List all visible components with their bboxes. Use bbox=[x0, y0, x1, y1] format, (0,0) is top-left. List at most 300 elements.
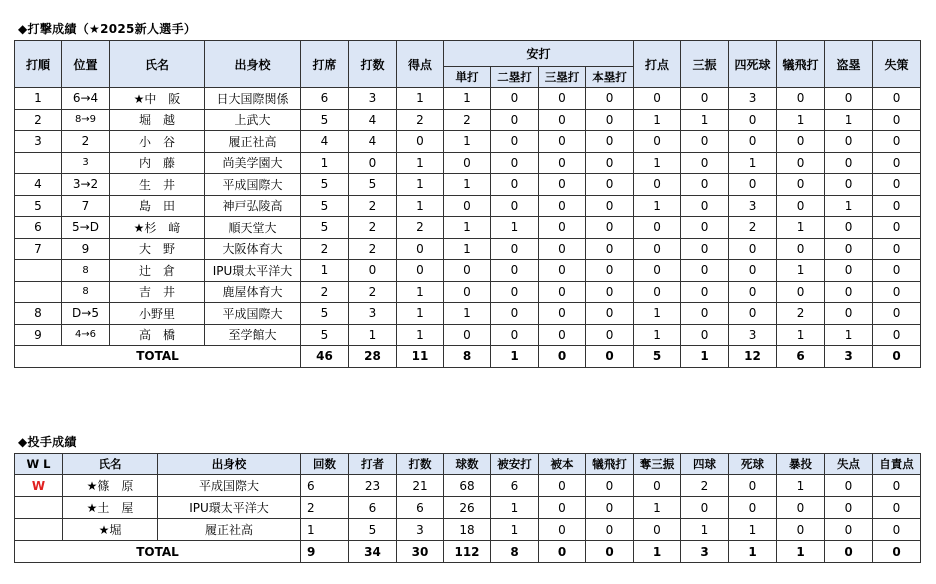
batting-cell-double: 0 bbox=[491, 109, 539, 131]
batting-total-row bbox=[15, 346, 921, 368]
batting-cell-name: 生 井 bbox=[110, 174, 205, 196]
batting-cell-single: 1 bbox=[444, 131, 491, 153]
batting-cell-school: 順天堂大 bbox=[205, 217, 301, 239]
batting-cell-bb: 3 bbox=[729, 88, 777, 110]
batting-cell-school: 大阪体育大 bbox=[205, 238, 301, 260]
batting-cell-pos: 2 bbox=[62, 131, 110, 153]
header-hr-allowed: 被本 bbox=[539, 454, 586, 475]
batting-cell-single: 0 bbox=[444, 260, 491, 282]
batting-cell-hr: 0 bbox=[586, 324, 634, 346]
batting-cell-pos: 4→6 bbox=[62, 324, 110, 346]
batting-cell-pa: 2 bbox=[301, 281, 349, 303]
pitching-cell-wl: W bbox=[15, 475, 63, 497]
batting-cell-hr: 0 bbox=[586, 217, 634, 239]
batting-cell-order: 7 bbox=[15, 238, 62, 260]
batting-cell-sb: 0 bbox=[825, 174, 873, 196]
batting-cell-rbi: 0 bbox=[634, 217, 681, 239]
batting-cell-triple: 0 bbox=[539, 109, 586, 131]
total-rbi: 5 bbox=[634, 346, 681, 368]
pitching-cell-er: 0 bbox=[873, 497, 921, 519]
pitching-cell-wp: 1 bbox=[777, 475, 825, 497]
header-strikeouts: 三振 bbox=[681, 41, 729, 88]
pitching-total-hits: 8 bbox=[491, 541, 539, 563]
batting-cell-runs: 0 bbox=[397, 238, 444, 260]
batting-cell-order: 4 bbox=[15, 174, 62, 196]
batting-cell-triple: 0 bbox=[539, 195, 586, 217]
batting-cell-bb: 3 bbox=[729, 324, 777, 346]
header-single: 単打 bbox=[444, 67, 491, 88]
batting-cell-so: 0 bbox=[681, 217, 729, 239]
batting-row bbox=[15, 281, 921, 303]
batting-cell-ab: 2 bbox=[349, 238, 397, 260]
pitching-total-bf: 34 bbox=[349, 541, 397, 563]
batting-cell-so: 0 bbox=[681, 324, 729, 346]
pitching-cell-bb: 2 bbox=[681, 475, 729, 497]
batting-cell-so: 0 bbox=[681, 88, 729, 110]
batting-row bbox=[15, 303, 921, 325]
batting-cell-runs: 1 bbox=[397, 195, 444, 217]
batting-cell-single: 2 bbox=[444, 109, 491, 131]
batting-cell-runs: 0 bbox=[397, 131, 444, 153]
batting-cell-pos: 3 bbox=[62, 152, 110, 174]
pitching-cell-hbp: 0 bbox=[729, 475, 777, 497]
pitching-cell-runs: 0 bbox=[825, 475, 873, 497]
batting-cell-sac: 2 bbox=[777, 303, 825, 325]
batting-row bbox=[15, 260, 921, 282]
pitching-section-title: ◆投手成績 bbox=[18, 435, 77, 449]
batting-cell-hr: 0 bbox=[586, 281, 634, 303]
batting-cell-err: 0 bbox=[873, 303, 921, 325]
pitching-total-bb: 3 bbox=[681, 541, 729, 563]
batting-cell-err: 0 bbox=[873, 260, 921, 282]
batting-cell-hr: 0 bbox=[586, 238, 634, 260]
batting-cell-name: 堀 越 bbox=[110, 109, 205, 131]
total-triple: 0 bbox=[539, 346, 586, 368]
batting-cell-hr: 0 bbox=[586, 303, 634, 325]
batting-cell-so: 1 bbox=[681, 109, 729, 131]
pitching-cell-name: ★堀 bbox=[63, 519, 158, 541]
header-walks: 四死球 bbox=[729, 41, 777, 88]
batting-cell-ab: 3 bbox=[349, 303, 397, 325]
total-sac: 6 bbox=[777, 346, 825, 368]
batting-cell-pa: 5 bbox=[301, 174, 349, 196]
pitching-total-ip: 9 bbox=[301, 541, 349, 563]
batting-cell-sb: 0 bbox=[825, 217, 873, 239]
pitching-cell-school: 履正社高 bbox=[158, 519, 301, 541]
batting-stats-table bbox=[14, 40, 921, 368]
header-pitcher-name: 氏名 bbox=[63, 454, 158, 475]
total-label: TOTAL bbox=[15, 346, 301, 368]
batting-cell-so: 0 bbox=[681, 152, 729, 174]
batting-cell-rbi: 1 bbox=[634, 303, 681, 325]
header-position: 位置 bbox=[62, 41, 110, 88]
batting-cell-ab: 3 bbox=[349, 88, 397, 110]
batting-cell-school: IPU環太平洋大 bbox=[205, 260, 301, 282]
batting-cell-err: 0 bbox=[873, 152, 921, 174]
batting-cell-school: 平成国際大 bbox=[205, 174, 301, 196]
pitching-cell-wp: 0 bbox=[777, 497, 825, 519]
batting-row bbox=[15, 131, 921, 153]
pitching-cell-hbp: 1 bbox=[729, 519, 777, 541]
header-name: 氏名 bbox=[110, 41, 205, 88]
batting-cell-pos: 8→9 bbox=[62, 109, 110, 131]
batting-cell-runs: 2 bbox=[397, 109, 444, 131]
batting-row bbox=[15, 324, 921, 346]
batting-cell-sac: 1 bbox=[777, 217, 825, 239]
batting-cell-bb: 0 bbox=[729, 303, 777, 325]
pitching-cell-hr: 0 bbox=[539, 519, 586, 541]
batting-cell-pos: 5→D bbox=[62, 217, 110, 239]
batting-cell-triple: 0 bbox=[539, 238, 586, 260]
pitching-row bbox=[15, 497, 921, 519]
batting-cell-school: 鹿屋体育大 bbox=[205, 281, 301, 303]
batting-cell-triple: 0 bbox=[539, 217, 586, 239]
batting-cell-single: 1 bbox=[444, 303, 491, 325]
batting-cell-double: 0 bbox=[491, 260, 539, 282]
batting-cell-runs: 1 bbox=[397, 281, 444, 303]
batting-cell-err: 0 bbox=[873, 109, 921, 131]
total-single: 8 bbox=[444, 346, 491, 368]
batting-cell-pa: 5 bbox=[301, 324, 349, 346]
header-stolen-bases: 盗塁 bbox=[825, 41, 873, 88]
total-double: 1 bbox=[491, 346, 539, 368]
total-err: 0 bbox=[873, 346, 921, 368]
batting-cell-sac: 0 bbox=[777, 152, 825, 174]
batting-row bbox=[15, 152, 921, 174]
batting-cell-bb: 0 bbox=[729, 109, 777, 131]
pitching-total-row bbox=[15, 541, 921, 563]
batting-cell-ab: 5 bbox=[349, 174, 397, 196]
total-pa: 46 bbox=[301, 346, 349, 368]
pitching-cell-ip: 2 bbox=[301, 497, 349, 519]
batting-cell-err: 0 bbox=[873, 238, 921, 260]
pitching-cell-sac: 0 bbox=[586, 497, 634, 519]
pitching-cell-so: 0 bbox=[634, 519, 681, 541]
batting-cell-ab: 0 bbox=[349, 260, 397, 282]
pitching-cell-wp: 0 bbox=[777, 519, 825, 541]
batting-cell-bb: 0 bbox=[729, 238, 777, 260]
batting-cell-err: 0 bbox=[873, 131, 921, 153]
header-hit-by-pitch: 死球 bbox=[729, 454, 777, 475]
batting-cell-pos: 3→2 bbox=[62, 174, 110, 196]
pitching-cell-hbp: 0 bbox=[729, 497, 777, 519]
pitching-cell-ip: 1 bbox=[301, 519, 349, 541]
batting-cell-single: 0 bbox=[444, 281, 491, 303]
batting-cell-triple: 0 bbox=[539, 324, 586, 346]
batting-row bbox=[15, 109, 921, 131]
batting-cell-order: 2 bbox=[15, 109, 62, 131]
batting-cell-ab: 1 bbox=[349, 324, 397, 346]
batting-cell-double: 0 bbox=[491, 238, 539, 260]
header-wild-pitches: 暴投 bbox=[777, 454, 825, 475]
batting-cell-sb: 0 bbox=[825, 238, 873, 260]
pitching-cell-er: 0 bbox=[873, 519, 921, 541]
pitching-cell-sac: 0 bbox=[586, 519, 634, 541]
batting-cell-order bbox=[15, 260, 62, 282]
batting-cell-hr: 0 bbox=[586, 260, 634, 282]
header-school: 出身校 bbox=[205, 41, 301, 88]
pitching-cell-bf: 5 bbox=[349, 519, 397, 541]
batting-cell-so: 0 bbox=[681, 303, 729, 325]
batting-cell-single: 1 bbox=[444, 238, 491, 260]
batting-cell-err: 0 bbox=[873, 195, 921, 217]
batting-cell-runs: 2 bbox=[397, 217, 444, 239]
batting-cell-order: 9 bbox=[15, 324, 62, 346]
batting-cell-triple: 0 bbox=[539, 152, 586, 174]
pitching-cell-er: 0 bbox=[873, 475, 921, 497]
batting-row bbox=[15, 238, 921, 260]
header-pitching-at-bats: 打数 bbox=[397, 454, 444, 475]
header-home-run: 本塁打 bbox=[586, 67, 634, 88]
batting-cell-name: 島 田 bbox=[110, 195, 205, 217]
batting-cell-order: 3 bbox=[15, 131, 62, 153]
pitching-cell-bf: 6 bbox=[349, 497, 397, 519]
batting-cell-triple: 0 bbox=[539, 281, 586, 303]
batting-cell-so: 0 bbox=[681, 238, 729, 260]
batting-cell-order: 5 bbox=[15, 195, 62, 217]
batting-cell-school: 尚美学園大 bbox=[205, 152, 301, 174]
batting-cell-so: 0 bbox=[681, 174, 729, 196]
batting-cell-rbi: 1 bbox=[634, 324, 681, 346]
batting-cell-order: 1 bbox=[15, 88, 62, 110]
batting-cell-school: 神戸弘陵高 bbox=[205, 195, 301, 217]
batting-cell-pos: 9 bbox=[62, 238, 110, 260]
batting-cell-triple: 0 bbox=[539, 88, 586, 110]
batting-cell-pa: 1 bbox=[301, 152, 349, 174]
batting-row bbox=[15, 217, 921, 239]
batting-cell-pos: 7 bbox=[62, 195, 110, 217]
pitching-total-wp: 1 bbox=[777, 541, 825, 563]
pitching-cell-school: 平成国際大 bbox=[158, 475, 301, 497]
batting-cell-single: 1 bbox=[444, 217, 491, 239]
batting-cell-pos: 8 bbox=[62, 281, 110, 303]
batting-cell-sac: 0 bbox=[777, 88, 825, 110]
pitching-cell-wl bbox=[15, 497, 63, 519]
batting-cell-name: 内 藤 bbox=[110, 152, 205, 174]
batting-cell-rbi: 0 bbox=[634, 131, 681, 153]
batting-cell-runs: 1 bbox=[397, 324, 444, 346]
header-earned-runs: 自責点 bbox=[873, 454, 921, 475]
total-ab: 28 bbox=[349, 346, 397, 368]
batting-cell-order bbox=[15, 152, 62, 174]
batting-cell-name: ★中 阪 bbox=[110, 88, 205, 110]
batting-cell-runs: 1 bbox=[397, 88, 444, 110]
total-sb: 3 bbox=[825, 346, 873, 368]
header-pitches: 球数 bbox=[444, 454, 491, 475]
header-win-loss: W L bbox=[15, 454, 63, 475]
batting-cell-bb: 0 bbox=[729, 260, 777, 282]
batting-cell-so: 0 bbox=[681, 131, 729, 153]
batting-row bbox=[15, 174, 921, 196]
batting-cell-order bbox=[15, 281, 62, 303]
batting-cell-sb: 0 bbox=[825, 260, 873, 282]
batting-cell-pa: 5 bbox=[301, 195, 349, 217]
batting-cell-hr: 0 bbox=[586, 88, 634, 110]
pitching-cell-so: 1 bbox=[634, 497, 681, 519]
batting-cell-hr: 0 bbox=[586, 152, 634, 174]
batting-cell-so: 0 bbox=[681, 260, 729, 282]
pitching-total-pitches: 112 bbox=[444, 541, 491, 563]
batting-cell-single: 1 bbox=[444, 174, 491, 196]
batting-cell-single: 0 bbox=[444, 324, 491, 346]
header-at-bats: 打数 bbox=[349, 41, 397, 88]
total-runs: 11 bbox=[397, 346, 444, 368]
batting-cell-sac: 0 bbox=[777, 131, 825, 153]
batting-cell-double: 0 bbox=[491, 303, 539, 325]
batting-cell-sac: 0 bbox=[777, 238, 825, 260]
pitching-cell-ab: 21 bbox=[397, 475, 444, 497]
header-triple: 三塁打 bbox=[539, 67, 586, 88]
batting-cell-double: 0 bbox=[491, 195, 539, 217]
header-rbi: 打点 bbox=[634, 41, 681, 88]
batting-cell-pa: 5 bbox=[301, 217, 349, 239]
batting-cell-sac: 0 bbox=[777, 281, 825, 303]
batting-cell-err: 0 bbox=[873, 174, 921, 196]
batting-cell-pa: 1 bbox=[301, 260, 349, 282]
batting-cell-so: 0 bbox=[681, 281, 729, 303]
header-errors: 失策 bbox=[873, 41, 921, 88]
batting-cell-err: 0 bbox=[873, 88, 921, 110]
total-so: 1 bbox=[681, 346, 729, 368]
batting-cell-single: 0 bbox=[444, 152, 491, 174]
batting-cell-err: 0 bbox=[873, 281, 921, 303]
batting-cell-runs: 1 bbox=[397, 152, 444, 174]
batting-cell-ab: 0 bbox=[349, 152, 397, 174]
batting-cell-sb: 0 bbox=[825, 281, 873, 303]
batting-cell-runs: 0 bbox=[397, 260, 444, 282]
batting-cell-name: 小 谷 bbox=[110, 131, 205, 153]
pitching-cell-runs: 0 bbox=[825, 497, 873, 519]
pitching-total-hbp: 1 bbox=[729, 541, 777, 563]
batting-cell-triple: 0 bbox=[539, 303, 586, 325]
batting-cell-sb: 0 bbox=[825, 131, 873, 153]
batting-cell-school: 至学館大 bbox=[205, 324, 301, 346]
batting-cell-pa: 5 bbox=[301, 109, 349, 131]
batting-cell-triple: 0 bbox=[539, 131, 586, 153]
header-batters-faced: 打者 bbox=[349, 454, 397, 475]
pitching-cell-pitches: 18 bbox=[444, 519, 491, 541]
batting-cell-ab: 4 bbox=[349, 131, 397, 153]
pitching-cell-runs: 0 bbox=[825, 519, 873, 541]
batting-cell-triple: 0 bbox=[539, 260, 586, 282]
batting-cell-runs: 1 bbox=[397, 303, 444, 325]
pitching-cell-bb: 1 bbox=[681, 519, 729, 541]
pitching-total-ab: 30 bbox=[397, 541, 444, 563]
batting-cell-double: 0 bbox=[491, 131, 539, 153]
header-runs-allowed: 失点 bbox=[825, 454, 873, 475]
pitching-cell-school: IPU環太平洋大 bbox=[158, 497, 301, 519]
batting-cell-pa: 4 bbox=[301, 131, 349, 153]
batting-cell-runs: 1 bbox=[397, 174, 444, 196]
batting-cell-rbi: 0 bbox=[634, 281, 681, 303]
batting-cell-pa: 6 bbox=[301, 88, 349, 110]
batting-cell-bb: 0 bbox=[729, 174, 777, 196]
header-hits-group: 安打 bbox=[444, 41, 634, 67]
batting-cell-sac: 1 bbox=[777, 109, 825, 131]
pitching-cell-hits: 6 bbox=[491, 475, 539, 497]
batting-cell-sb: 0 bbox=[825, 303, 873, 325]
batting-cell-pa: 5 bbox=[301, 303, 349, 325]
pitching-stats-table bbox=[14, 453, 921, 563]
batting-cell-hr: 0 bbox=[586, 195, 634, 217]
batting-cell-hr: 0 bbox=[586, 174, 634, 196]
batting-cell-double: 0 bbox=[491, 324, 539, 346]
batting-cell-sb: 1 bbox=[825, 195, 873, 217]
batting-cell-double: 0 bbox=[491, 88, 539, 110]
batting-cell-pa: 2 bbox=[301, 238, 349, 260]
pitching-total-sac: 0 bbox=[586, 541, 634, 563]
batting-cell-rbi: 1 bbox=[634, 152, 681, 174]
header-hits-allowed: 被安打 bbox=[491, 454, 539, 475]
header-pitching-strikeouts: 奪三振 bbox=[634, 454, 681, 475]
batting-cell-ab: 4 bbox=[349, 109, 397, 131]
pitching-total-er: 0 bbox=[873, 541, 921, 563]
pitching-total-label: TOTAL bbox=[15, 541, 301, 563]
batting-cell-ab: 2 bbox=[349, 281, 397, 303]
pitching-cell-hits: 1 bbox=[491, 497, 539, 519]
batting-cell-rbi: 1 bbox=[634, 109, 681, 131]
batting-row bbox=[15, 88, 921, 110]
pitching-cell-bf: 23 bbox=[349, 475, 397, 497]
batting-cell-ab: 2 bbox=[349, 217, 397, 239]
batting-cell-double: 0 bbox=[491, 281, 539, 303]
pitching-cell-wl bbox=[15, 519, 63, 541]
batting-cell-order: 6 bbox=[15, 217, 62, 239]
batting-cell-name: 小野里 bbox=[110, 303, 205, 325]
header-plate-appearances: 打席 bbox=[301, 41, 349, 88]
batting-cell-sb: 1 bbox=[825, 109, 873, 131]
batting-cell-so: 0 bbox=[681, 195, 729, 217]
batting-cell-sac: 1 bbox=[777, 260, 825, 282]
batting-cell-sb: 0 bbox=[825, 88, 873, 110]
batting-cell-rbi: 0 bbox=[634, 260, 681, 282]
batting-cell-school: 平成国際大 bbox=[205, 303, 301, 325]
header-sacrifices: 犠飛打 bbox=[777, 41, 825, 88]
header-runs: 得点 bbox=[397, 41, 444, 88]
batting-cell-bb: 1 bbox=[729, 152, 777, 174]
batting-cell-double: 0 bbox=[491, 152, 539, 174]
pitching-row bbox=[15, 519, 921, 541]
batting-cell-bb: 2 bbox=[729, 217, 777, 239]
pitching-cell-name: ★土 屋 bbox=[63, 497, 158, 519]
batting-cell-err: 0 bbox=[873, 217, 921, 239]
pitching-cell-hr: 0 bbox=[539, 497, 586, 519]
batting-cell-single: 0 bbox=[444, 195, 491, 217]
batting-cell-double: 1 bbox=[491, 217, 539, 239]
batting-cell-school: 履正社高 bbox=[205, 131, 301, 153]
batting-cell-name: 辻 倉 bbox=[110, 260, 205, 282]
batting-cell-bb: 0 bbox=[729, 281, 777, 303]
batting-cell-rbi: 0 bbox=[634, 88, 681, 110]
batting-cell-single: 1 bbox=[444, 88, 491, 110]
pitching-cell-sac: 0 bbox=[586, 475, 634, 497]
batting-cell-pos: 6→4 bbox=[62, 88, 110, 110]
batting-cell-err: 0 bbox=[873, 324, 921, 346]
batting-section-title: ◆打撃成績（★2025新人選手） bbox=[18, 22, 197, 36]
batting-cell-name: 高 橋 bbox=[110, 324, 205, 346]
batting-cell-school: 日大国際関係 bbox=[205, 88, 301, 110]
header-order: 打順 bbox=[15, 41, 62, 88]
pitching-cell-hits: 1 bbox=[491, 519, 539, 541]
batting-cell-sac: 1 bbox=[777, 324, 825, 346]
header-double: 二塁打 bbox=[491, 67, 539, 88]
batting-cell-sac: 0 bbox=[777, 174, 825, 196]
batting-cell-triple: 0 bbox=[539, 174, 586, 196]
batting-cell-ab: 2 bbox=[349, 195, 397, 217]
batting-cell-name: 大 野 bbox=[110, 238, 205, 260]
batting-cell-sb: 1 bbox=[825, 324, 873, 346]
pitching-cell-so: 0 bbox=[634, 475, 681, 497]
